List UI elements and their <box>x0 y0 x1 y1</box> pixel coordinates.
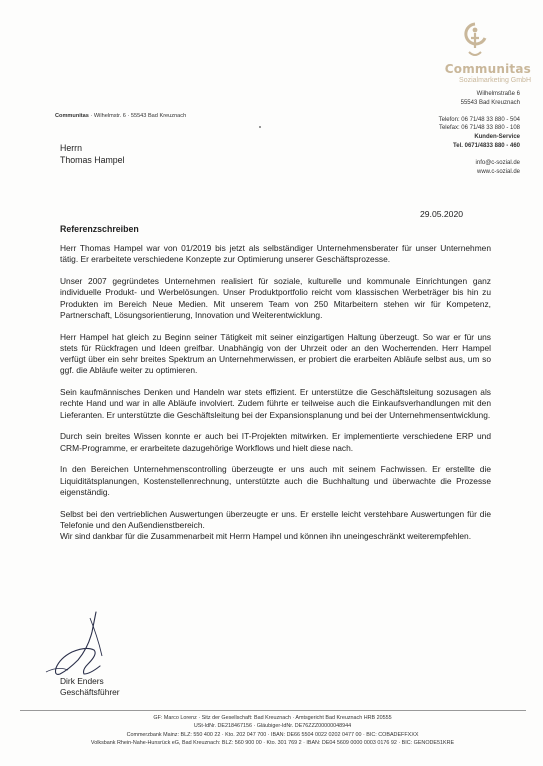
letter-body <box>60 243 491 553</box>
body-paragraph: Durch sein breites Wissen konnte er auch bei IT-Projekten mitwirken. Er implementierte verschiedene ERP und CRM-Programme, er erarbeitete dazugehörige Workflows und hielt diese nach. <box>60 431 491 453</box>
body-paragraph: Sein kaufmännisches Denken und Handeln war stets effizient. Er unterstütze die Geschäftsleitung sozusagen als rechte Hand und war in alle Abläufe involviert. Zudem führte er teilweise auch die Einkaufsverhandlungen mit den Lieferanten. Er unterstützte die Geschäftsleitung bei der Expansionsplanung und bei der Unternehmensentwicklung. <box>60 387 491 420</box>
logo-tagline: Sozialmarketing GmbH <box>459 77 531 84</box>
logo-name: Communitas <box>444 62 531 76</box>
sender-address: · Wilhelmstr. 6 · 55543 Bad Kreuznach <box>88 113 187 119</box>
recipient-block <box>60 143 125 166</box>
service-label: Kunden-Service <box>474 134 520 141</box>
footer-line: Volksbank Rhein-Nahe-Hunsrück eG, Bad Kreuznach: BLZ: 560 900 00 · Kto. 301 769 2 · IBAN: DE04 5609 0000 0003 0176 92 · BIC: GENODE51KRE <box>90 739 455 746</box>
body-paragraph: Selbst bei den vertrieblichen Auswertungen überzeugte er uns. Er erstelle leicht verstehbare Auswertungen für die Telefonie und den Außendienstbereich. <box>60 508 491 530</box>
contact-phone: Telefon: 06 71/48 33 880 - 504 <box>438 116 520 123</box>
footer-divider <box>20 710 526 711</box>
contact-block <box>400 90 520 176</box>
body-paragraph: Herr Thomas Hampel war von 01/2019 bis jetzt als selbständiger Unternehmensberater für unser Unternehmen tätig. Er erarbeitete verschiedene Konzepte zur Optimierung unserer Geschäftsprozesse. <box>60 243 491 265</box>
contact-fax: Telefax: 06 71/48 33 880 - 108 <box>438 125 520 132</box>
body-paragraph: Unser 2007 gegründetes Unternehmen realisiert für soziale, kulturelle und kommunale Einrichtungen ganz individuelle Produkt- und Werbelösungen. Unser Produktportfolio reicht vom klassischen Werbeträger bis hin zu Produkten im Bereich Neue Medien. Mit unserem Team von 250 Mitarbeitern stehen wir für Kompetenz, Partnerschaft, Lösungsorientierung, Innovation und Weiterentwicklung. <box>60 276 491 320</box>
signer-block <box>60 676 120 698</box>
contact-street: Wilhelmstraße 6 <box>476 91 520 97</box>
communitas-logo-mark <box>463 22 487 62</box>
recipient-name: Thomas Hampel <box>60 154 125 165</box>
footer <box>10 714 535 747</box>
recipient-salutation: Herrn <box>60 143 82 153</box>
speck <box>259 126 261 128</box>
body-paragraph: Herr Hampel hat gleich zu Beginn seiner Tätigkeit mit seiner einzigartigen Haltung überzeugt. So war er für uns stets für Rückfragen und Ideen greifbar. Unabhängig von der Uhrzeit oder an den Wochenenden. Herr Hampel verfügt über ein sehr breites Spektrum an Unternehmerwissen, er probiert die erarbeiten Abläufe selbst aus, um so ggf. die Abläufe weiter zu optimieren. <box>60 331 491 376</box>
body-paragraph: Wir sind dankbar für die Zusammenarbeit mit Herrn Hampel und können ihn uneingeschränkt weiterempfehlen. <box>60 531 472 542</box>
footer-line: GF: Marco Lorenz · Sitz der Gesellschaft: Bad Kreuznach · Amtsgericht Bad Kreuznach HRB 20555 <box>153 715 392 721</box>
contact-web[interactable]: www.c-sozial.de <box>476 168 520 175</box>
contact-city: 55543 Bad Kreuznach <box>460 99 520 106</box>
sender-company: Communitas <box>55 113 89 119</box>
signer-title: Geschäftsführer <box>60 687 120 698</box>
sender-line <box>55 113 186 119</box>
signer-name: Dirk Enders <box>60 676 104 686</box>
letter-date: 29.05.2020 <box>420 209 464 219</box>
letter-subject: Referenzschreiben <box>60 224 139 234</box>
service-phone: Tel. 0671/4833 880 - 460 <box>453 142 520 149</box>
footer-line: USt-IdNr. DE218467156 · Gläubiger-IdNr. DE76ZZZ00000048944 <box>193 723 352 730</box>
footer-line: Commerzbank Mainz: BLZ: 550 400 22 · Kto. 202 047 700 · IBAN: DE66 5504 0022 0202 0477 00 · BIC: COBADEFFXXX <box>126 731 419 738</box>
body-paragraph: In den Bereichen Unternehmenscontrolling überzeugte er uns auch mit seinem Fachwissen. Er erstellte die Liquiditätsplanungen, Kostenstellenrechnung, unterstützte auch die Buchhaltung und überwachte die Prozesse eigenständig. <box>60 464 491 497</box>
contact-email[interactable]: info@c-sozial.de <box>475 159 520 166</box>
